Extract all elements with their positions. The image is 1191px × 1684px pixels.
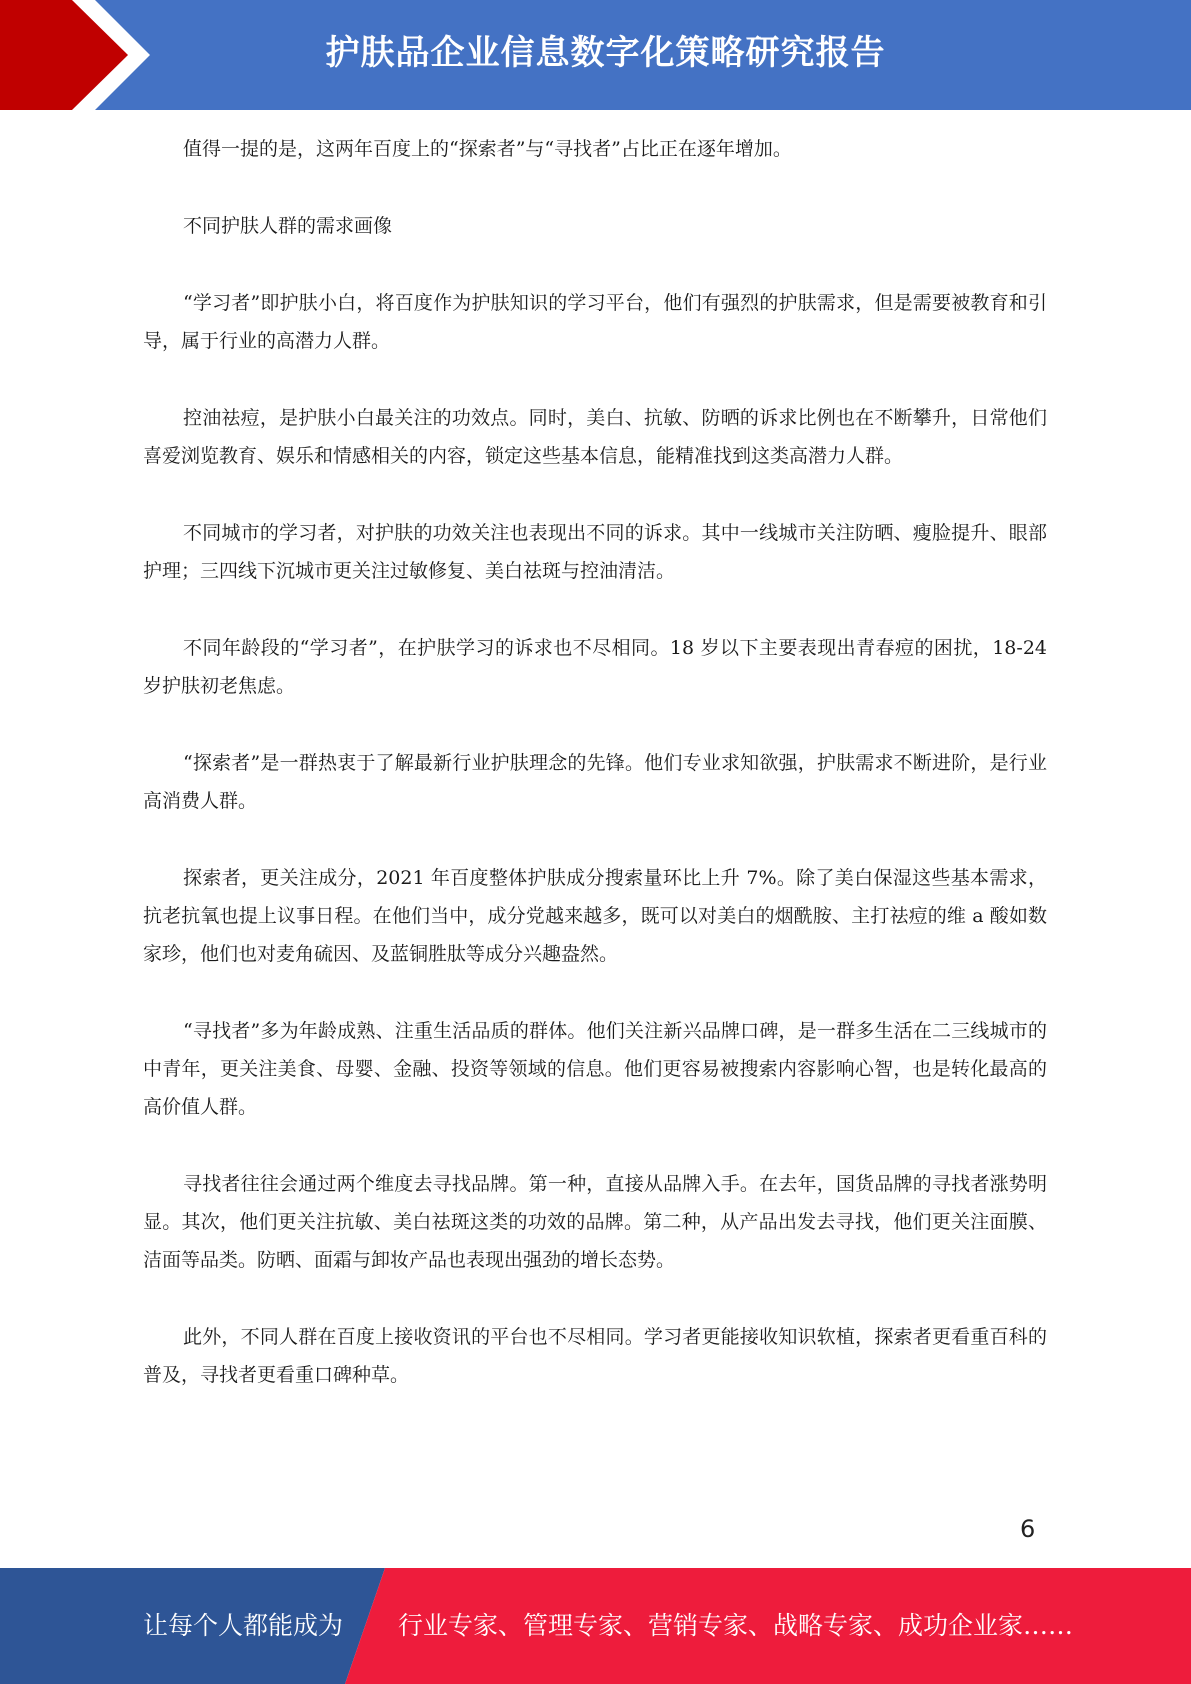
paragraph: 寻找者往往会通过两个维度去寻找品牌。第一种，直接从品牌入手。在去年，国货品牌的寻找者涨势明显。其次，他们更关注抗敏、美白祛斑这类的功效的品牌。第二种，从产品出发去寻找，他们更关注面膜、洁面等品类。防晒、面霜与卸妆产品也表现出强劲的增长态势。	[143, 1173, 1047, 1271]
paragraph: 探索者，更关注成分，2021 年百度整体护肤成分搜索量环比上升 7%。除了美白保湿这些基本需求，抗老抗氧也提上议事日程。在他们当中，成分党越来越多，既可以对美白的烟酰胺、主打祛痘的维 a 酸如数家珍，他们也对麦角硫因、及蓝铜胜肽等成分兴趣盎然。	[143, 867, 1047, 965]
report-title: 护肤品企业信息数字化策略研究报告	[325, 33, 886, 73]
paragraph: “寻找者”多为年龄成熟、注重生活品质的群体。他们关注新兴品牌口碑，是一群多生活在二三线城市的中青年，更关注美食、母婴、金融、投资等领域的信息。他们更容易被搜索内容影响心智，也是转化最高的高价值人群。	[143, 1020, 1047, 1118]
page-number: 6	[1020, 1515, 1036, 1543]
footer-slogan-left: 让每个人都能成为	[143, 1611, 344, 1640]
paragraph: “学习者”即护肤小白，将百度作为护肤知识的学习平台，他们有强烈的护肤需求，但是需要被教育和引导，属于行业的高潜力人群。	[143, 292, 1047, 352]
page-header	[0, 0, 1191, 110]
footer-slogan-right: 行业专家、管理专家、营销专家、战略专家、成功企业家……	[398, 1611, 1074, 1640]
paragraph: “探索者”是一群热衷于了解最新行业护肤理念的先锋。他们专业求知欲强，护肤需求不断进阶，是行业高消费人群。	[143, 752, 1047, 812]
paragraph: 不同城市的学习者，对护肤的功效关注也表现出不同的诉求。其中一线城市关注防晒、瘦脸提升、眼部护理；三四线下沉城市更关注过敏修复、美白祛斑与控油清洁。	[143, 522, 1047, 582]
page-footer	[0, 1568, 1191, 1684]
section-heading: 不同护肤人群的需求画像	[183, 215, 393, 237]
paragraph: 控油祛痘，是护肤小白最关注的功效点。同时，美白、抗敏、防晒的诉求比例也在不断攀升，日常他们喜爱浏览教育、娱乐和情感相关的内容，锁定这些基本信息，能精准找到这类高潜力人群。	[143, 407, 1047, 467]
paragraph: 不同年龄段的“学习者”，在护肤学习的诉求也不尽相同。18 岁以下主要表现出青春痘的困扰，18-24 岁护肤初老焦虑。	[143, 637, 1047, 697]
paragraph: 值得一提的是，这两年百度上的“探索者”与“寻找者”占比正在逐年增加。	[183, 138, 792, 160]
paragraph: 此外，不同人群在百度上接收资讯的平台也不尽相同。学习者更能接收知识软植，探索者更看重百科的普及，寻找者更看重口碑种草。	[143, 1326, 1047, 1386]
body-content	[143, 130, 1047, 1433]
